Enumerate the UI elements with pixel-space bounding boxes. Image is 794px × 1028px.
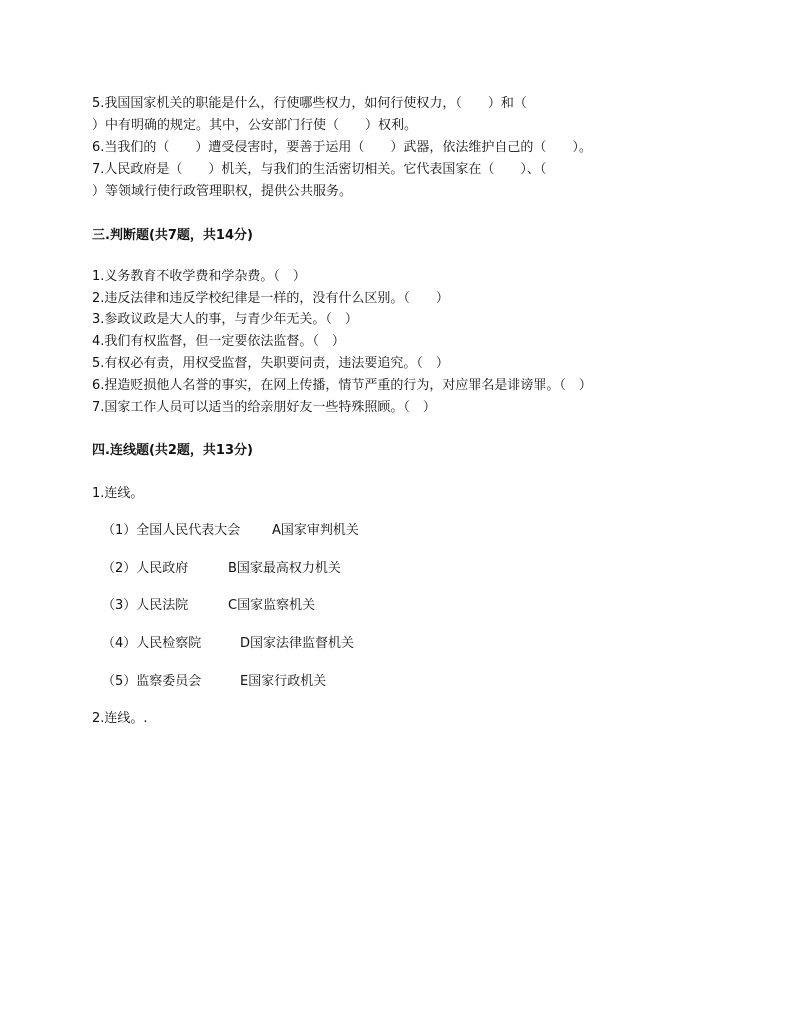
- matching-left-item: （2）人民政府: [102, 561, 189, 576]
- fill-in-line: 6.当我们的（ ）遭受侵害时，要善于运用（ ）武器，依法维护自己的（ ）。: [92, 140, 592, 155]
- true-false-item: 5.有权必有责，用权受监督，失职要问责，违法要追究。（ ）: [92, 356, 449, 371]
- matching-left-item: （3）人民法院: [102, 598, 189, 613]
- matching-pair: [102, 522, 359, 540]
- matching-pair: [102, 673, 326, 691]
- matching-right-item: D国家法律监督机关: [240, 636, 355, 651]
- matching-right-item: A国家审判机关: [272, 523, 359, 538]
- true-false-item: 1.义务教育不收学费和学杂费。（ ）: [92, 269, 306, 284]
- true-false-item: 4.我们有权监督，但一定要依法监督。（ ）: [92, 334, 345, 349]
- matching-left-item: （4）人民检察院: [102, 636, 202, 651]
- matching-pair: [102, 597, 315, 615]
- fill-in-line: 7.人民政府是（ ）机关，与我们的生活密切相关。它代表国家在（ ）、（: [92, 162, 547, 177]
- fill-in-line: 5.我国国家机关的职能是什么，行使哪些权力，如何行使权力，（ ）和（: [92, 96, 527, 111]
- matching-left-item: （5）监察委员会: [102, 674, 202, 689]
- matching-question-label: 1.连线。: [92, 486, 144, 501]
- true-false-item: 6.捏造贬损他人名誉的事实，在网上传播，情节严重的行为，对应罪名是诽谤罪。（ ）: [92, 378, 592, 393]
- true-false-item: 7.国家工作人员可以适当的给亲朋好友一些特殊照顾。（ ）: [92, 400, 436, 415]
- section-title-true-false: 三.判断题(共7题，共14分): [92, 228, 253, 243]
- true-false-item: 2.违反法律和违反学校纪律是一样的，没有什么区别。（ ）: [92, 291, 449, 306]
- fill-in-line: ）中有明确的规定。其中，公安部门行使（ ）权利。: [92, 118, 418, 133]
- matching-right-item: E国家行政机关: [240, 674, 327, 689]
- matching-question-label: 2.连线。.: [92, 711, 148, 726]
- true-false-item: 3.参政议政是大人的事，与青少年无关。（ ）: [92, 312, 358, 327]
- fill-in-line: ）等领域行使行政管理职权，提供公共服务。: [92, 184, 353, 199]
- matching-left-item: （1）全国人民代表大会: [102, 523, 241, 538]
- matching-pair: [102, 560, 341, 578]
- matching-pair: [102, 635, 354, 653]
- matching-right-item: B国家最高权力机关: [228, 561, 341, 576]
- matching-right-item: C国家监察机关: [228, 598, 316, 613]
- section-title-matching: 四.连线题(共2题，共13分): [92, 443, 253, 458]
